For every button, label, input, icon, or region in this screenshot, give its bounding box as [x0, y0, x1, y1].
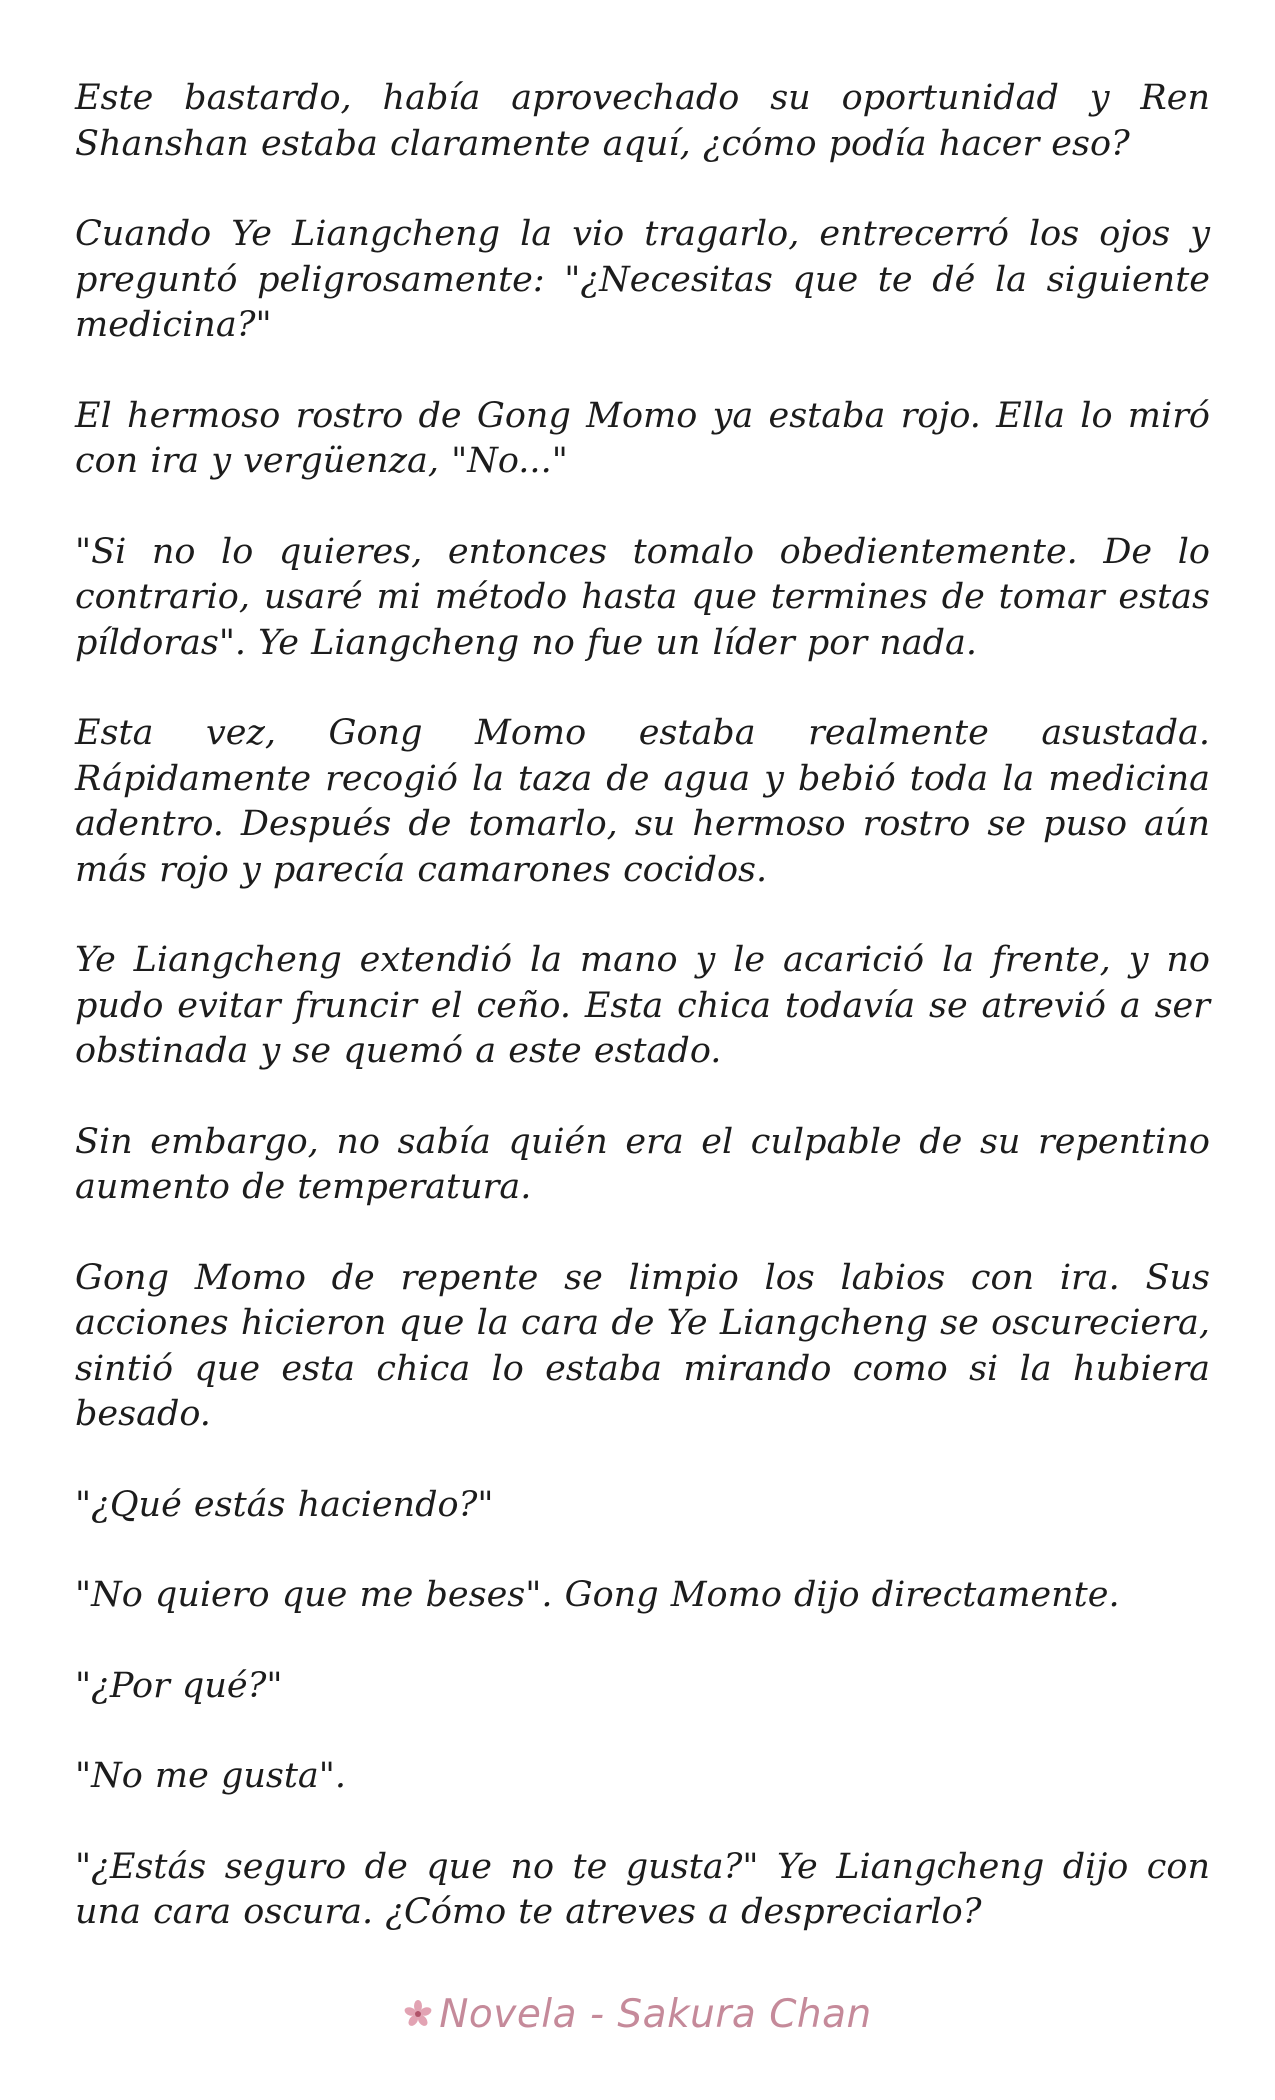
- paragraph-12: "No me gusta".: [75, 1756, 347, 1796]
- paragraph-10: "No quiero que me beses". Gong Momo dijo directamente.: [75, 1575, 1120, 1615]
- paragraph-4: "Si no lo quieres, entonces tomalo obedientemente. De lo contrario, usaré mi método hasta que termines de tomar estas píldoras". Ye Liangcheng no fue un líder por nada.: [75, 531, 1210, 663]
- watermark: [0, 1992, 1275, 2039]
- paragraph-11: "¿Por qué?": [75, 1665, 283, 1706]
- cherry-blossom-icon: [403, 1994, 433, 2039]
- paragraph-1: Este bastardo, había aprovechado su oportunidad y Ren Shanshan estaba claramente aquí, ¿cómo podía hacer eso?: [75, 78, 1210, 164]
- paragraph-5: Esta vez, Gong Momo estaba realmente asustada. Rápidamente recogió la taza de agua y bebió toda la medicina adentro. Después de tomarlo, su hermoso rostro se puso aún más rojo y parecía camarones cocidos.: [75, 713, 1210, 890]
- paragraph-8: Gong Momo de repente se limpio los labios con ira. Sus acciones hicieron que la cara de Ye Liangcheng se oscureciera, sintió que esta chica lo estaba mirando como si la hubiera besado.: [75, 1257, 1210, 1434]
- paragraph-3: El hermoso rostro de Gong Momo ya estaba rojo. Ella lo miró con ira y vergüenza, "No...": [75, 395, 1210, 481]
- paragraph-13: "¿Estás seguro de que no te gusta?" Ye Liangcheng dijo con una cara oscura. ¿Cómo te atreves a despreciarlo?: [75, 1846, 1210, 1932]
- watermark-text: Novela - Sakura Chan: [439, 1992, 872, 2037]
- text-column: [75, 76, 1210, 1981]
- paragraph-7: Sin embargo, no sabía quién era el culpable de su repentino aumento de temperatura.: [75, 1121, 1210, 1207]
- paragraph-6: Ye Liangcheng extendió la mano y le acarició la frente, y no pudo evitar fruncir el ceño. Esta chica todavía se atrevió a ser obstinada y se quemó a este estado.: [75, 940, 1210, 1071]
- paragraph-9: "¿Qué estás haciendo?": [75, 1484, 494, 1525]
- paragraph-2: Cuando Ye Liangcheng la vio tragarlo, entrecerró los ojos y preguntó peligrosamente: "¿Necesitas que te dé la siguiente medicina?": [75, 214, 1210, 345]
